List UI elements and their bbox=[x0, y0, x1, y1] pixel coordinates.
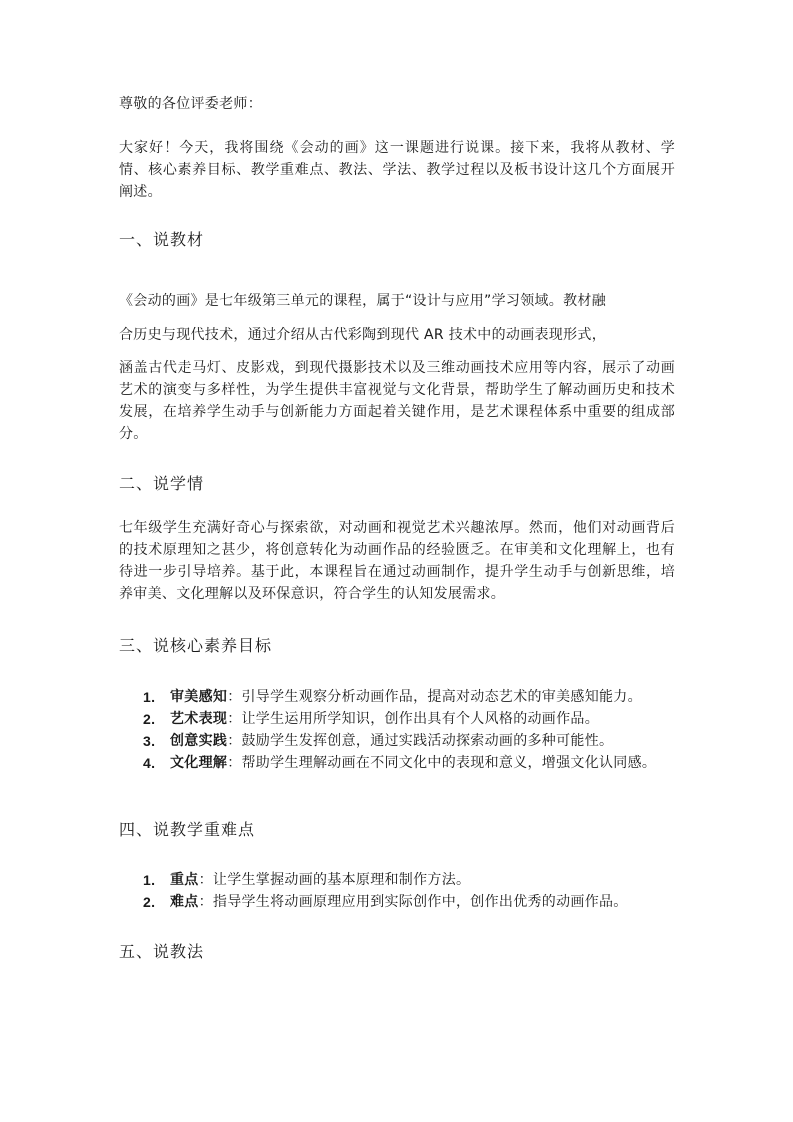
list-term: 文化理解 bbox=[170, 755, 228, 771]
list-number: 4. bbox=[143, 755, 156, 771]
list-text: ：帮助学生理解动画在不同文化中的表现和意义，增强文化认同感。 bbox=[227, 755, 657, 771]
list-term: 难点 bbox=[170, 894, 199, 910]
goals-list bbox=[143, 686, 683, 774]
section-heading-textbook: 一、说教材 bbox=[119, 230, 205, 249]
list-term: 重点 bbox=[170, 872, 199, 888]
list-number: 2. bbox=[143, 894, 156, 910]
list-item bbox=[143, 891, 683, 913]
section-heading-keypoints: 四、说教学重难点 bbox=[119, 820, 256, 839]
list-item bbox=[143, 708, 683, 730]
list-term: 创意实践 bbox=[170, 733, 228, 749]
textbook-line-2: 合历史与现代技术，通过介绍从古代彩陶到现代 AR 技术中的动画表现形式， bbox=[119, 327, 607, 343]
list-item bbox=[143, 686, 683, 708]
list-text: ：引导学生观察分析动画作品，提高对动态艺术的审美感知能力。 bbox=[227, 689, 642, 705]
list-item bbox=[143, 730, 683, 752]
list-text: ：让学生掌握动画的基本原理和制作方法。 bbox=[198, 872, 471, 888]
greeting: 尊敬的各位评委老师： bbox=[119, 96, 262, 112]
section-heading-students: 二、说学情 bbox=[119, 474, 205, 493]
intro-paragraph: 大家好！今天，我将围绕《会动的画》这一课题进行说课。接下来，我将从教材、学情、核心素养目标、教学重难点、教法、学法、教学过程以及板书设计这几个方面展开阐述。 bbox=[119, 140, 675, 200]
list-number: 2. bbox=[143, 711, 156, 727]
students-paragraph: 七年级学生充满好奇心与探索欲，对动画和视觉艺术兴趣浓厚。然而，他们对动画背后的技术原理知之甚少，将创意转化为动画作品的经验匮乏。在审美和文化理解上，也有待进一步引导培养。基于此，本课程旨在通过动画制作，提升学生动手与创新思维，培养审美、文化理解以及环保意识，符合学生的认知发展需求。 bbox=[119, 520, 675, 602]
keypoints-list bbox=[143, 869, 683, 913]
list-term: 审美感知 bbox=[170, 689, 228, 705]
list-number: 1. bbox=[143, 689, 156, 705]
list-text: ：指导学生将动画原理应用到实际创作中，创作出优秀的动画作品。 bbox=[198, 894, 628, 910]
list-number: 3. bbox=[143, 733, 156, 749]
list-item bbox=[143, 869, 683, 891]
section-heading-methods: 五、说教法 bbox=[119, 942, 205, 961]
list-number: 1. bbox=[143, 872, 156, 888]
list-text: ：让学生运用所学知识，创作出具有个人风格的动画作品。 bbox=[227, 711, 600, 727]
list-text: ：鼓励学生发挥创意，通过实践活动探索动画的多种可能性。 bbox=[227, 733, 614, 749]
list-term: 艺术表现 bbox=[170, 711, 228, 727]
list-item bbox=[143, 752, 683, 774]
textbook-line-1: 《会动的画》是七年级第三单元的课程，属于“设计与应用”学习领域。教材融 bbox=[119, 293, 607, 309]
textbook-paragraph: 涵盖古代走马灯、皮影戏，到现代摄影技术以及三维动画技术应用等内容，展示了动画艺术的演变与多样性，为学生提供丰富视觉与文化背景，帮助学生了解动画历史和技术发展，在培养学生动手与创新能力方面起着关键作用，是艺术课程体系中重要的组成部分。 bbox=[119, 360, 675, 442]
section-heading-goals: 三、说核心素养目标 bbox=[119, 636, 273, 655]
